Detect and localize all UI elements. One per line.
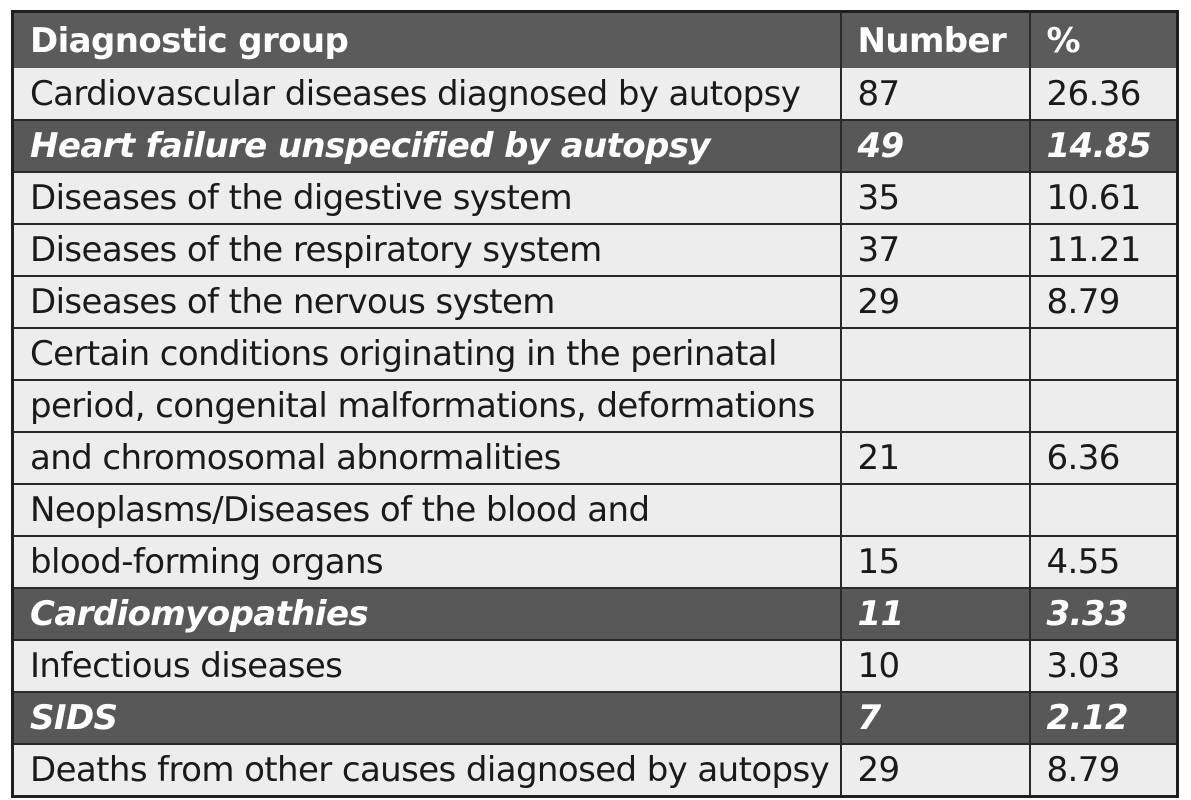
cell-number: 35 (841, 172, 1030, 224)
cell-diagnostic-group: period, congenital malformations, deformations (13, 380, 841, 432)
table-row (13, 276, 1178, 328)
table-row (13, 744, 1178, 796)
cell-number (841, 328, 1030, 380)
table-row (13, 380, 1178, 432)
cell-number: 7 (841, 692, 1030, 744)
table-row (13, 432, 1178, 484)
cell-percent: 11.21 (1030, 224, 1178, 276)
cell-diagnostic-group: Diseases of the respiratory system (13, 224, 841, 276)
cell-percent: 26.36 (1030, 68, 1178, 120)
cell-diagnostic-group: Certain conditions originating in the perinatal (13, 328, 841, 380)
table-row (13, 68, 1178, 120)
cell-diagnostic-group: blood-forming organs (13, 536, 841, 588)
table-header-row (13, 12, 1178, 69)
table-row-highlighted (13, 588, 1178, 640)
cell-diagnostic-group: Diseases of the nervous system (13, 276, 841, 328)
cell-number: 49 (841, 120, 1030, 172)
cell-diagnostic-group: Deaths from other causes diagnosed by autopsy (13, 744, 841, 796)
cell-diagnostic-group: Cardiovascular diseases diagnosed by autopsy (13, 68, 841, 120)
cell-number: 11 (841, 588, 1030, 640)
cell-percent: 8.79 (1030, 744, 1178, 796)
table-row (13, 536, 1178, 588)
cell-diagnostic-group: Cardiomyopathies (13, 588, 841, 640)
table-row (13, 328, 1178, 380)
cell-percent (1030, 328, 1178, 380)
table-row (13, 172, 1178, 224)
cell-percent: 10.61 (1030, 172, 1178, 224)
cell-percent: 6.36 (1030, 432, 1178, 484)
cell-diagnostic-group: Neoplasms/Diseases of the blood and (13, 484, 841, 536)
cell-percent: 2.12 (1030, 692, 1178, 744)
cell-number (841, 380, 1030, 432)
cell-number: 37 (841, 224, 1030, 276)
cell-number: 15 (841, 536, 1030, 588)
header-diagnostic-group: Diagnostic group (13, 12, 841, 69)
diagnostic-group-table (11, 10, 1179, 798)
cell-percent: 8.79 (1030, 276, 1178, 328)
cell-number: 87 (841, 68, 1030, 120)
cell-diagnostic-group: Infectious diseases (13, 640, 841, 692)
cell-diagnostic-group: Diseases of the digestive system (13, 172, 841, 224)
table-row (13, 224, 1178, 276)
cell-diagnostic-group: Heart failure unspecified by autopsy (13, 120, 841, 172)
cell-diagnostic-group: and chromosomal abnormalities (13, 432, 841, 484)
header-percent: % (1030, 12, 1178, 69)
table-row (13, 484, 1178, 536)
cell-percent (1030, 380, 1178, 432)
cell-percent: 4.55 (1030, 536, 1178, 588)
table-row (13, 640, 1178, 692)
diagnostic-table-container (11, 10, 1176, 798)
cell-number (841, 484, 1030, 536)
cell-number: 10 (841, 640, 1030, 692)
table-row-highlighted (13, 692, 1178, 744)
cell-percent: 14.85 (1030, 120, 1178, 172)
cell-number: 29 (841, 276, 1030, 328)
cell-percent: 3.33 (1030, 588, 1178, 640)
header-number: Number (841, 12, 1030, 69)
cell-number: 21 (841, 432, 1030, 484)
table-row-highlighted (13, 120, 1178, 172)
cell-number: 29 (841, 744, 1030, 796)
cell-diagnostic-group: SIDS (13, 692, 841, 744)
table-body (13, 68, 1178, 796)
cell-percent: 3.03 (1030, 640, 1178, 692)
cell-percent (1030, 484, 1178, 536)
